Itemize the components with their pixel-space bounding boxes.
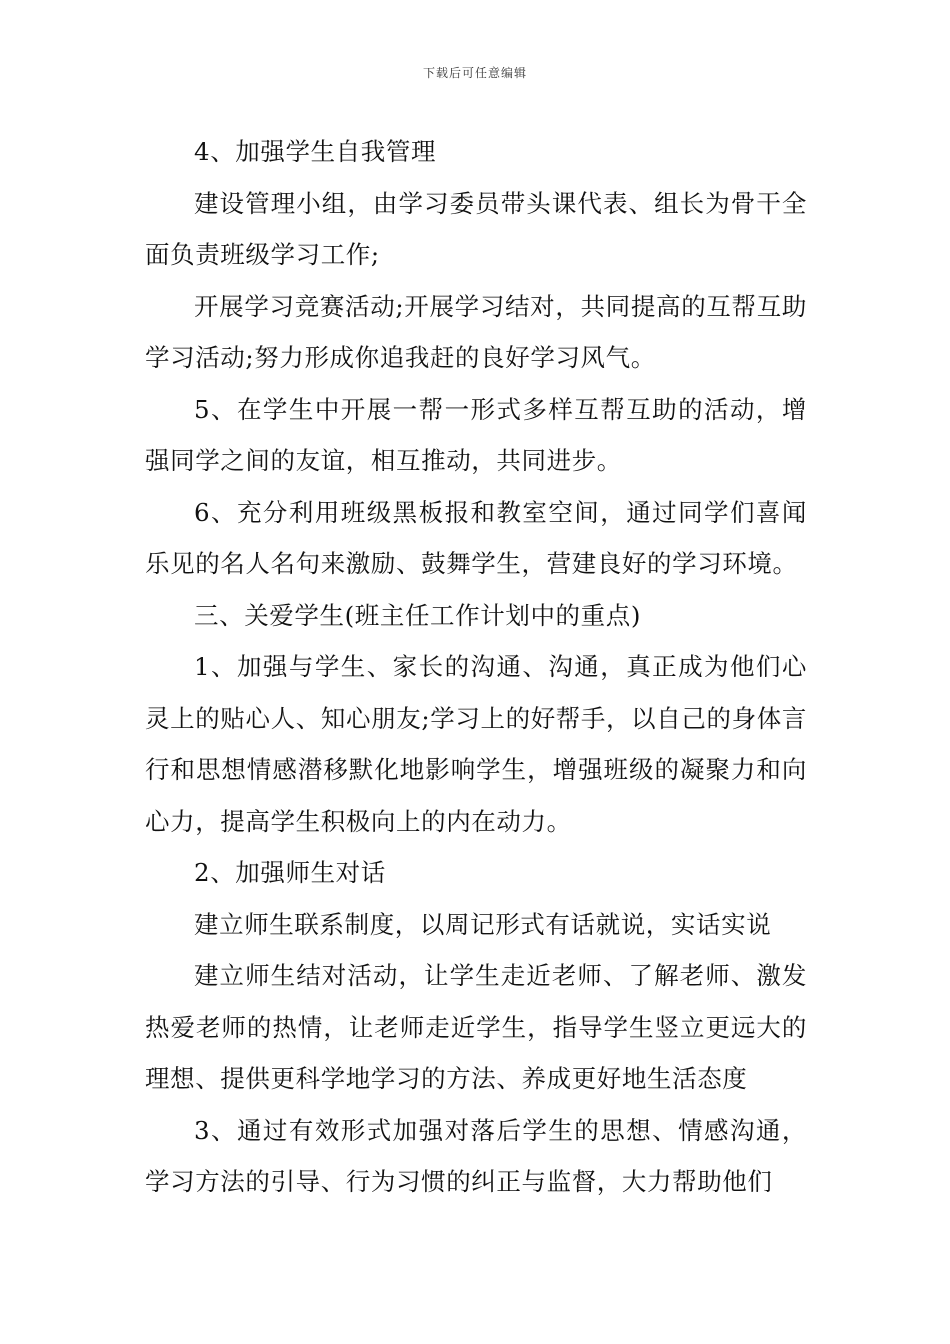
page-header: 下载后可任意编辑 (422, 66, 527, 80)
paragraph-management-group: 建设管理小组，由学习委员带头课代表、组长为骨干全面负责班级学习工作; (145, 188, 807, 269)
paragraph-parent-communication: 1、加强与学生、家长的沟通、沟通，真正成为他们心灵上的贴心人、知心朋友;学习上的好帮手，以自己的身体言行和思想情感潜移默化地影响学生，增强班级的凝聚力和向心力，提高学生积极向上的内在动力。 (145, 652, 807, 836)
paragraph-pairing-activity: 建立师生结对活动，让学生走近老师、了解老师、激发热爱老师的热情，让老师走近学生，指导学生竖立更远大的理想、提供更科学地学习的方法、养成更好地生活态度 (145, 961, 807, 1093)
paragraph-contact-system: 建立师生联系制度，以周记形式有话就说，实话实说 (194, 909, 772, 939)
paragraph-lagging-students: 3、通过有效形式加强对落后学生的思想、情感沟通，学习方法的引导、行为习惯的纠正与监督，大力帮助他们 (145, 1115, 807, 1196)
paragraph-blackboard: 6、充分利用班级黑板报和教室空间，通过同学们喜闻乐见的名人名句来激励、鼓舞学生，营建良好的学习环境。 (145, 497, 807, 578)
section-heading-care-students: 三、关爱学生(班主任工作计划中的重点) (194, 600, 642, 630)
document-body (145, 126, 807, 1208)
paragraph-mutual-help: 5、在学生中开展一帮一形式多样互帮互助的活动，增强同学之间的友谊，相互推动，共同进步。 (145, 394, 807, 475)
heading-teacher-student-dialogue: 2、加强师生对话 (194, 858, 386, 887)
heading-self-management: 4、加强学生自我管理 (194, 137, 437, 166)
paragraph-study-competition: 开展学习竞赛活动;开展学习结对，共同提高的互帮互助学习活动;努力形成你追我赶的良好学习风气。 (145, 291, 807, 372)
